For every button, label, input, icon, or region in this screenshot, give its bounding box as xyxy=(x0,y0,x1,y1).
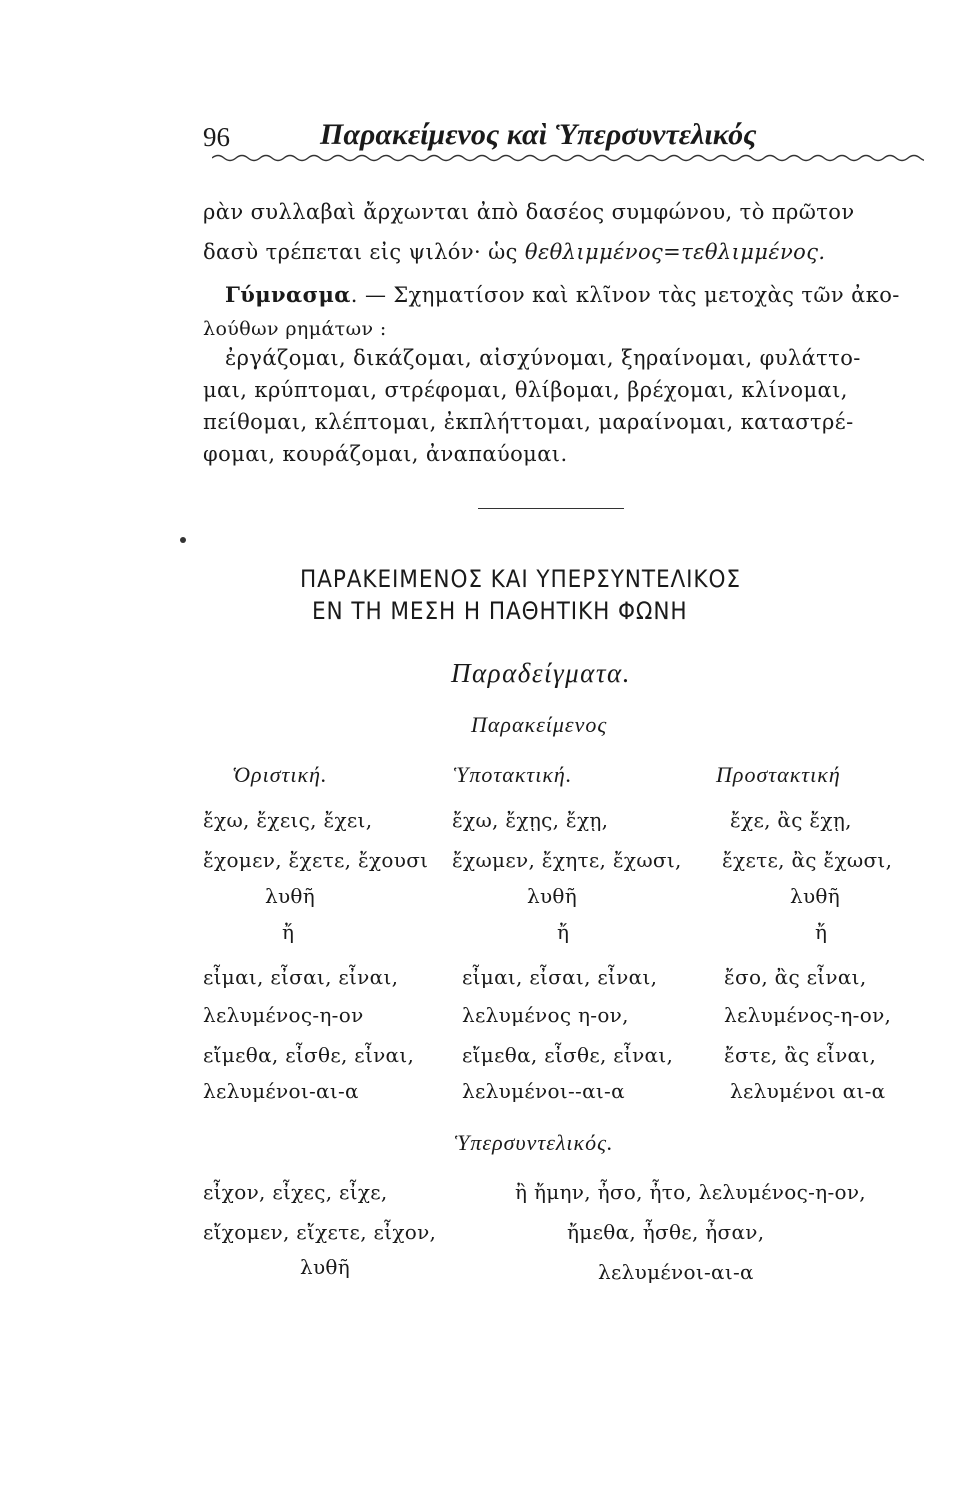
exercise-heading: Γύμνασμα xyxy=(225,282,351,307)
pluperfect-right-row: ἤμεθα, ἦσθε, ἦσαν, xyxy=(567,1220,765,1244)
subjunctive-row: εἶμαι, εἶσαι, εἶναι, xyxy=(462,965,658,989)
imperative-row: ἤ xyxy=(815,920,828,944)
pluperfect-right-row: ἢ ἤμην, ἦσο, ἦτο, λελυμένος-η-ον, xyxy=(515,1180,866,1204)
header-imperative: Προστακτική xyxy=(716,762,841,787)
indicative-row: ἤ xyxy=(282,920,295,944)
imperative-row: ἔσο, ἂς εἶναι, xyxy=(724,965,867,989)
pluperfect-left-row: εἴχομεν, εἴχετε, εἶχον, xyxy=(203,1220,437,1244)
indicative-row: εἴμεθα, εἶσθε, εἶναι, xyxy=(203,1043,415,1067)
imperative-row: ἔχετε, ἂς ἔχωσι, xyxy=(722,848,893,872)
exercise-line-2: λούθων ρημάτων : xyxy=(203,318,387,340)
indicative-row: λελυμένοι-αι-α xyxy=(203,1079,359,1103)
subjunctive-row: ἔχω, ἔχῃς, ἔχῃ, xyxy=(452,808,609,832)
header-subjunctive: Ὑποτακτική. xyxy=(454,762,573,787)
exercise-verbs-3: πείθομαι, κλέπτομαι, ἐκπλήττομαι, μαραίνομαι, καταστρέ- xyxy=(203,410,854,434)
intro-line-2 xyxy=(203,240,825,264)
perfect-label: Παρακείμενος xyxy=(471,712,608,737)
imperative-row: λυθῆ xyxy=(790,884,841,908)
section-divider xyxy=(478,508,624,509)
wavy-rule xyxy=(212,150,924,166)
pluperfect-left-row: λυθῆ xyxy=(300,1255,351,1279)
subjunctive-row: λυθῆ xyxy=(527,884,578,908)
pluperfect-label: Ὑπερσυντελικός. xyxy=(455,1130,614,1155)
pluperfect-right-row: λελυμένοι-αι-α xyxy=(598,1260,754,1284)
exercise-verbs-1: ἐργάζομαι, δικάζομαι, αἰσχύνομαι, ξηραίνομαι, φυλάττο- xyxy=(225,346,861,370)
imperative-row: λελυμένος-η-ον, xyxy=(724,1003,892,1027)
margin-mark xyxy=(180,537,186,543)
examples-label: Παραδείγματα. xyxy=(451,658,631,688)
indicative-row: ἔχομεν, ἔχετε, ἔχουσι xyxy=(203,848,429,872)
subjunctive-row: εἴμεθα, εἶσθε, εἶναι, xyxy=(462,1043,674,1067)
subjunctive-row: ἤ xyxy=(557,920,570,944)
imperative-row: ἔχε, ἂς ἔχῃ, xyxy=(730,808,852,832)
subjunctive-row: ἔχωμεν, ἔχητε, ἔχωσι, xyxy=(452,848,682,872)
intro-line-1: ρὰν συλλαβαὶ ἄρχωνται ἀπὸ δασέος συμφώνου, τὸ πρῶτον xyxy=(203,200,855,224)
exercise-verbs-4: φομαι, κουράζομαι, ἀναπαύομαι. xyxy=(203,442,568,466)
header-indicative: Ὁριστική. xyxy=(232,762,328,787)
intro-line-2-text: δασὺ τρέπεται εἰς ψιλόν· ὡς xyxy=(203,240,525,264)
subjunctive-row: λελυμένος η-ον, xyxy=(462,1003,629,1027)
section-title-line-1: ΠΑΡΑΚΕΙΜΕΝΟΣ ΚΑΙ ΥΠΕΡΣΥΝΤΕΛΙΚΟΣ xyxy=(300,565,741,593)
indicative-row: λυθῆ xyxy=(265,884,316,908)
page-number: 96 xyxy=(203,122,230,152)
imperative-row: ἔστε, ἂς εἶναι, xyxy=(724,1043,877,1067)
exercise-instruction: . — Σχηματίσον καὶ κλῖνον τὰς μετοχὰς τῶν ἀκο- xyxy=(350,283,900,307)
imperative-row: λελυμένοι αι-α xyxy=(730,1079,886,1103)
pluperfect-left-row: εἶχον, εἶχες, εἶχε, xyxy=(203,1180,388,1204)
exercise-verbs-2: μαι, κρύπτομαι, στρέφομαι, θλίβομαι, βρέχομαι, κλίνομαι, xyxy=(203,378,848,402)
subjunctive-row: λελυμένοι--αι-α xyxy=(462,1079,625,1103)
running-title: Παρακείμενος καὶ Ὑπερσυντελικός xyxy=(320,118,757,151)
indicative-row: εἶμαι, εἶσαι, εἶναι, xyxy=(203,965,399,989)
exercise-line-1 xyxy=(225,282,900,307)
intro-line-2-example: θεθλιμμένος=τεθλιμμένος. xyxy=(524,240,826,264)
indicative-row: ἔχω, ἔχεις, ἔχει, xyxy=(203,808,373,832)
indicative-row: λελυμένος-η-ον xyxy=(203,1003,364,1027)
section-title-line-2: ΕΝ ΤΗ ΜΕΣΗ Η ΠΑΘΗΤΙΚΗ ΦΩΝΗ xyxy=(312,597,688,625)
